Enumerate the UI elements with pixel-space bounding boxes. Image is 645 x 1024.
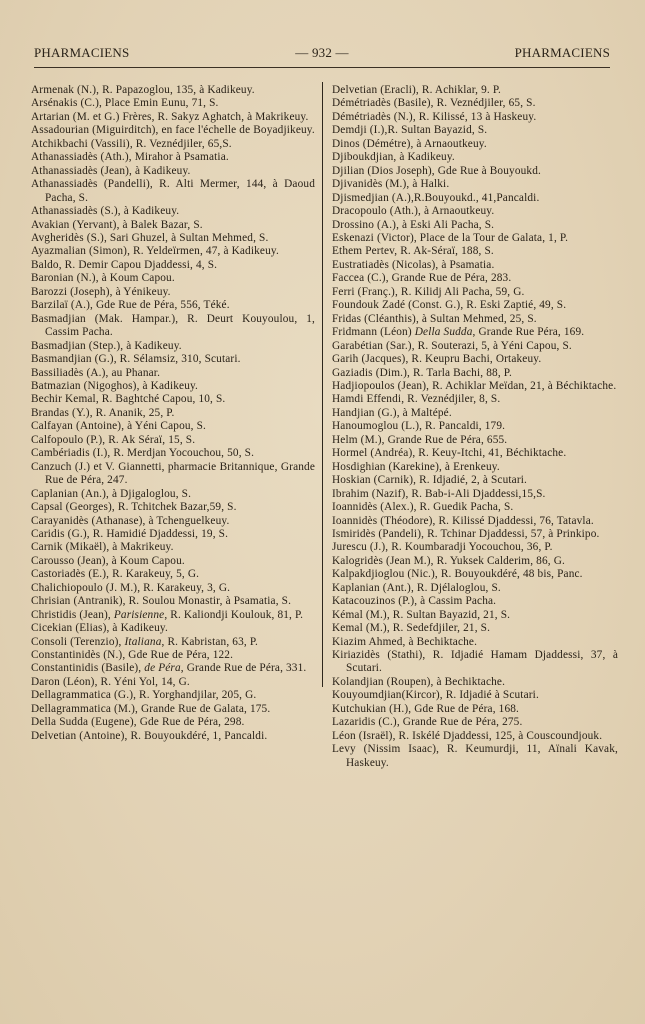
directory-entry: Athanassiadès (Pandelli), R. Alti Mermer, 144, à Daoud Pacha, S. xyxy=(31,178,315,204)
directory-entry: Armenak (N.), R. Papazoglou, 135, à Kadikeuy. xyxy=(31,84,255,96)
directory-entry: Calfopoulo (P.), R. Ak Séraï, 15, S. xyxy=(31,433,196,446)
directory-entry: Ethem Pertev, R. Ak-Séraï, 188, S. xyxy=(332,245,494,258)
directory-entry: Barozzi (Joseph), à Yénikeuy. xyxy=(31,285,171,298)
directory-entry: Eustratiadès (Nicolas), à Psamatia. xyxy=(332,258,495,271)
right-column xyxy=(332,84,618,770)
directory-entry: Dellagrammatica (G.), R. Yorghandjilar, 205, G. xyxy=(31,689,257,702)
directory-entry: Foundouk Zadé (Const. G.), R. Eski Zaptié, 49, S. xyxy=(332,299,567,312)
directory-entry: Djiboukdjian, à Kadikeuy. xyxy=(332,151,455,164)
directory-entry: Garih (Jacques), R. Keupru Bachi, Ortakeuy. xyxy=(332,353,542,366)
directory-entry: Hadjiopoulos (Jean), R. Achiklar Meïdan, 21, à Béchiktache. xyxy=(332,379,617,392)
directory-entry: Brandas (Y.), R. Ananik, 25, P. xyxy=(31,406,175,419)
directory-entry: Ferri (Franç.), R. Kilidj Ali Pacha, 59, G. xyxy=(332,285,525,298)
directory-entry: Dellagrammatica (M.), Grande Rue de Galata, 175. xyxy=(31,702,271,715)
directory-entry: Kutchukian (H.), Gde Rue de Péra, 168. xyxy=(332,702,520,715)
directory-entry: Bassiliadès (A.), au Phanar. xyxy=(31,366,161,379)
directory-entry: Jurescu (J.), R. Koumbaradji Yocouchou, 36, P. xyxy=(332,541,553,554)
directory-entry: Lazaridis (C.), Grande Rue de Péra, 275. xyxy=(332,716,523,729)
directory-entry: Dinos (Démétre), à Arnaoutkeuy. xyxy=(332,137,487,150)
header-left: PHARMACIENS xyxy=(34,45,130,60)
directory-entry: Levy (Nissim Isaac), R. Keumurdji, 11, Aïnali Kavak, Haskeuy. xyxy=(332,743,618,769)
directory-entry: Caridis (G.), R. Hamidié Djaddessi, 19, S. xyxy=(31,527,229,540)
directory-entry: Avakian (Yervant), à Balek Bazar, S. xyxy=(31,218,203,231)
directory-entry: Ayazmalian (Simon), R. Yeldeïrmen, 47, à Kadikeuy. xyxy=(31,245,279,258)
directory-entry: Fridmann (Léon) Della Sudda, Grande Rue Péra, 169. xyxy=(332,326,585,339)
directory-entry: Christidis (Jean), Parisienne, R. Kaliondji Koulouk, 81, P. xyxy=(31,608,304,621)
directory-entry: Hanoumoglou (L.), R. Pancaldi, 179. xyxy=(332,420,506,433)
directory-entry: Consoli (Terenzio), Italiana, R. Kabristan, 63, P. xyxy=(31,635,258,648)
directory-entry: Ioannidès (Alex.), R. Guedik Pacha, S. xyxy=(332,501,514,514)
directory-entry: Caplanian (An.), à Djigaloglou, S. xyxy=(31,487,192,500)
directory-entry: Capsal (Georges), R. Tchitchek Bazar,59, S. xyxy=(31,501,237,514)
directory-entry: Barzilaï (A.), Gde Rue de Péra, 556, Téké. xyxy=(31,299,230,312)
directory-entry: Ioannidès (Théodore), R. Kilissé Djaddessi, 76, Tatavla. xyxy=(332,514,594,527)
directory-entry: Athanassiadès (Ath.), Mirahor à Psamatia. xyxy=(31,151,229,164)
directory-entry: Carnik (Mikaël), à Makrikeuy. xyxy=(31,541,174,554)
directory-entry: Kemal (M.), R. Sedefdjiler, 21, S. xyxy=(332,622,491,635)
directory-entry: Gaziadis (Dim.), R. Tarla Bachi, 88, P. xyxy=(332,366,512,379)
directory-entry: Fridas (Cléanthis), à Sultan Mehmed, 25, S. xyxy=(332,312,537,325)
directory-entry: Constantinidis (Basile), de Péra, Grande Rue de Péra, 331. xyxy=(31,662,307,675)
directory-entry: Djismedjian (A.),R.Bouyoukd., 41,Pancaldi. xyxy=(332,191,540,204)
directory-entry: Cambériadis (I.), R. Merdjan Yocouchou, 50, S. xyxy=(31,447,255,460)
directory-entry: Atchikbachi (Vassili), R. Veznédjiler, 65,S. xyxy=(31,137,232,150)
directory-entry: Athanassiadès (S.), à Kadikeuy. xyxy=(31,205,180,218)
directory-entry: Delvetian (Eracli), R. Achiklar, 9. P. xyxy=(332,84,502,96)
directory-entry: Kiriazidès (Stathi), R. Idjadié Hamam Djaddessi, 37, à Scutari. xyxy=(332,649,618,675)
directory-entry: Ibrahim (Nazif), R. Bab-i-Ali Djaddessi,15,S. xyxy=(332,487,546,500)
directory-entry: Arsénakis (C.), Place Emin Eunu, 71, S. xyxy=(31,97,219,110)
directory-entry: Garabétian (Sar.), R. Souterazi, 5, à Yéni Capou, S. xyxy=(332,339,572,352)
directory-entry: Baldo, R. Demir Capou Djaddessi, 4, S. xyxy=(31,258,218,271)
directory-entry: Carayanidès (Athanase), à Tchenguelkeuy. xyxy=(31,514,230,527)
directory-entry: Katacouzinos (P.), à Cassim Pacha. xyxy=(332,595,497,608)
running-header xyxy=(34,42,610,62)
directory-entry: Canzuch (J.) et V. Giannetti, pharmacie Britannique, Grande Rue de Péra, 247. xyxy=(31,460,315,487)
directory-entry: Cicekian (Elias), à Kadikeuy. xyxy=(31,622,168,635)
directory-entry: Delvetian (Antoine), R. Bouyoukdéré, 1, Pancaldi. xyxy=(31,729,268,742)
directory-entry: Chrisian (Antranik), R. Soulou Monastir, à Psamatia, S. xyxy=(31,595,292,608)
directory-entry: Assadourian (Miguirditch), en face l'échelle de Boyadjikeuy. xyxy=(31,124,315,137)
directory-entry: Athanassiadès (Jean), à Kadikeuy. xyxy=(31,164,191,177)
directory-entry: Drossino (A.), à Eski Ali Pacha, S. xyxy=(332,218,495,231)
directory-entry: Della Sudda (Eugene), Gde Rue de Péra, 298. xyxy=(31,716,245,729)
directory-entry: Calfayan (Antoine), à Yéni Capou, S. xyxy=(31,420,207,433)
directory-entry: Hosdighian (Karekine), à Erenkeuy. xyxy=(332,460,500,473)
directory-entry: Kolandjian (Roupen), à Bechiktache. xyxy=(332,675,506,688)
directory-entry: Constantinidès (N.), Gde Rue de Péra, 122. xyxy=(31,649,234,662)
directory-entry: Basmandjian (G.), R. Sélamsiz, 310, Scutari. xyxy=(31,353,241,366)
directory-entry: Helm (M.), Grande Rue de Péra, 655. xyxy=(332,433,508,446)
header-rule xyxy=(34,67,610,68)
directory-entry: Daron (Léon), R. Yéni Yol, 14, G. xyxy=(31,675,190,688)
directory-entry: Démétriadès (N.), R. Kilissé, 13 à Haskeuy. xyxy=(332,110,537,123)
directory-entry: Ismiridès (Pandeli), R. Tchinar Djaddessi, 57, à Prinkipo. xyxy=(332,527,600,540)
directory-entry: Léon (Israël), R. Iskélé Djaddessi, 125, à Couscoundjouk. xyxy=(332,729,603,742)
directory-entry: Eskenazi (Victor), Place de la Tour de Galata, 1, P. xyxy=(332,231,569,244)
directory-entry: Castoriadès (E.), R. Karakeuy, 5, G. xyxy=(31,568,200,581)
directory-entry: Hormel (Andréa), R. Keuy-Itchi, 41, Béchiktache. xyxy=(332,447,567,460)
directory-entry: Demdji (I.),R. Sultan Bayazid, S. xyxy=(332,124,488,137)
directory-entry: Kaplanian (Ant.), R. Djélaloglou, S. xyxy=(332,581,501,594)
directory-entry: Djilian (Dios Joseph), Gde Rue à Bouyoukd. xyxy=(332,164,541,177)
directory-entry: Avgheridès (S.), Sari Ghuzel, à Sultan Mehmed, S. xyxy=(31,231,269,244)
directory-entry: Bechir Kemal, R. Baghtché Capou, 10, S. xyxy=(31,393,226,406)
directory-entry: Faccea (C.), Grande Rue de Péra, 283. xyxy=(332,272,512,285)
directory-entry: Kouyoumdjian(Kircor), R. Idjadié à Scutari. xyxy=(332,689,539,702)
directory-entry: Batmazian (Nigoghos), à Kadikeuy. xyxy=(31,379,199,392)
directory-entry: Dracopoulo (Ath.), à Arnaoutkeuy. xyxy=(332,205,495,218)
header-right: PHARMACIENS xyxy=(514,45,610,60)
directory-entry: Hamdi Effendi, R. Veznédjiler, 8, S. xyxy=(332,393,501,406)
directory-entry: Basmadjian (Step.), à Kadikeuy. xyxy=(31,339,182,352)
directory-entry: Kalpakdjioglou (Nic.), R. Bouyoukdéré, 48 bis, Panc. xyxy=(332,568,583,581)
page-number: — 932 — xyxy=(295,45,349,60)
directory-entry: Carousso (Jean), à Koum Capou. xyxy=(31,554,185,567)
directory-entry: Basmadjian (Mak. Hampar.), R. Deurt Kouyoulou, 1, Cassim Pacha. xyxy=(31,312,315,339)
directory-entry: Baronian (N.), à Koum Capou. xyxy=(31,272,175,285)
directory-entry: Kalogridès (Jean M.), R. Yuksek Calderim, 86, G. xyxy=(332,554,565,567)
directory-entry: Djivanidès (M.), à Halki. xyxy=(332,178,450,191)
column-divider xyxy=(322,82,323,687)
directory-entry: Démétriadès (Basile), R. Veznédjiler, 65, S. xyxy=(332,97,536,110)
directory-entry: Kiazim Ahmed, à Bechiktache. xyxy=(332,635,478,648)
directory-entry: Hoskian (Carnik), R. Idjadié, 2, à Scutari. xyxy=(332,474,527,487)
directory-entry: Chalichiopoulo (J. M.), R. Karakeuy, 3, G. xyxy=(31,581,231,594)
left-column xyxy=(31,84,315,743)
directory-entry: Handjian (G.), à Maltépé. xyxy=(332,406,452,419)
directory-entry: Artarian (M. et G.) Frères, R. Sakyz Aghatch, à Makrikeuy. xyxy=(31,110,309,123)
directory-entry: Kémal (M.), R. Sultan Bayazid, 21, S. xyxy=(332,608,511,621)
